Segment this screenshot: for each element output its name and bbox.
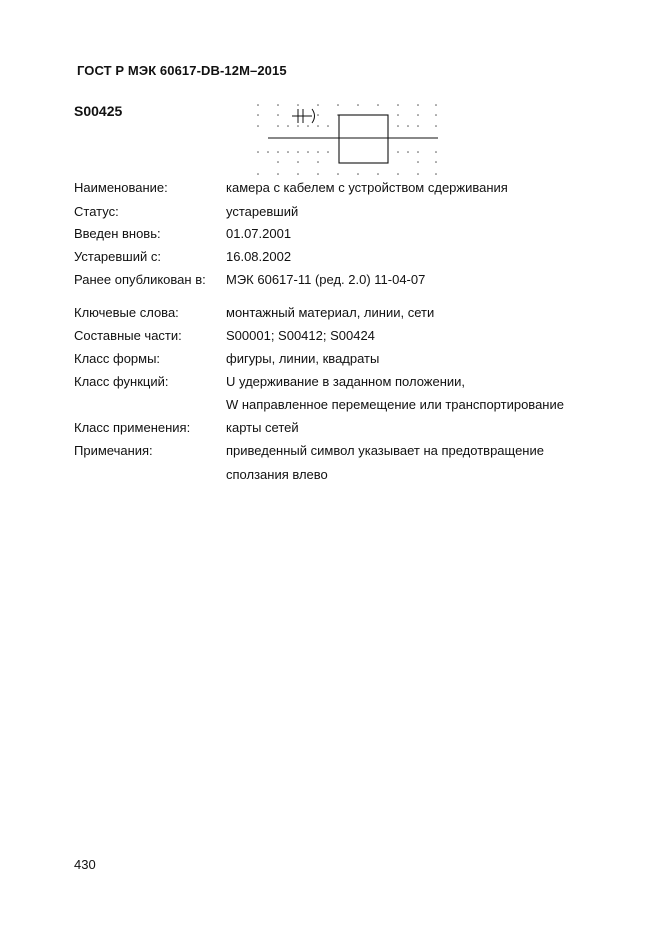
- value-notes-1: приведенный символ указывает на предотвращение: [226, 443, 544, 458]
- value-published: МЭК 60617-11 (ред. 2.0) 11-04-07: [226, 272, 426, 287]
- value-name: камера с кабелем с устройством сдерживания: [226, 180, 508, 195]
- chamber-square: [339, 115, 388, 163]
- label-name: Наименование:: [74, 180, 168, 195]
- label-introduced: Введен вновь:: [74, 226, 161, 241]
- symbol-drawing: [252, 96, 442, 180]
- value-notes-2: сползания влево: [226, 467, 328, 482]
- label-keywords: Ключевые слова:: [74, 305, 179, 320]
- label-obsolete: Устаревший с:: [74, 249, 161, 264]
- symbol-code: S00425: [74, 103, 123, 119]
- value-application-class: карты сетей: [226, 420, 299, 435]
- cable-restraint-mark: [292, 109, 315, 123]
- value-status: устаревший: [226, 204, 299, 219]
- page-number: 430: [74, 857, 96, 872]
- label-function-class: Класс функций:: [74, 374, 169, 389]
- value-obsolete: 16.08.2002: [226, 249, 292, 264]
- label-published: Ранее опубликован в:: [74, 272, 206, 287]
- value-shape-class: фигуры, линии, квадраты: [226, 351, 380, 366]
- value-keywords: монтажный материал, линии, сети: [226, 305, 435, 320]
- label-application-class: Класс применения:: [74, 420, 191, 435]
- label-status: Статус:: [74, 204, 119, 219]
- label-shape-class: Класс формы:: [74, 351, 161, 366]
- value-introduced: 01.07.2001: [226, 226, 292, 241]
- value-function-class-2: W направленное перемещение или транспортирование: [226, 397, 564, 412]
- label-parts: Составные части:: [74, 328, 182, 343]
- label-notes: Примечания:: [74, 443, 153, 458]
- value-function-class-1: U удерживание в заданном положении,: [226, 374, 466, 389]
- value-parts: S00001; S00412; S00424: [226, 328, 375, 343]
- document-header: ГОСТ Р МЭК 60617-DB-12M–2015: [77, 63, 287, 78]
